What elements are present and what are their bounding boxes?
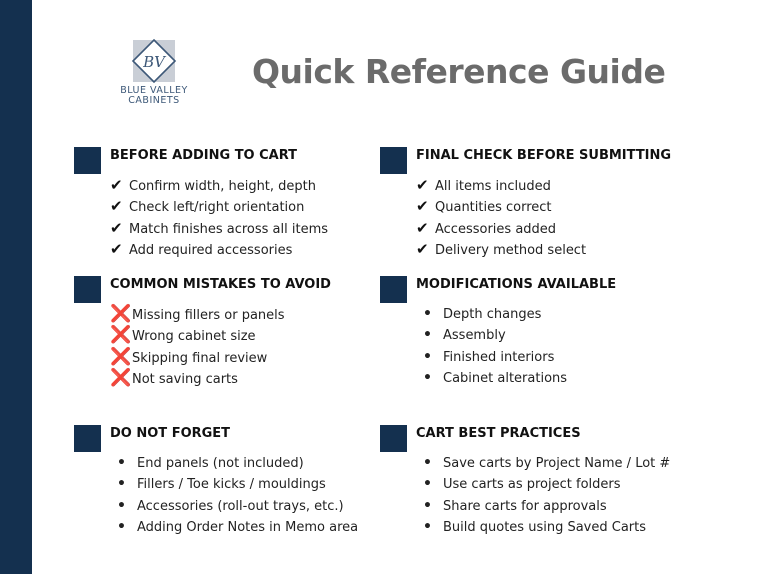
list-item <box>110 496 358 517</box>
bullet-icon: • <box>423 455 432 471</box>
bullet-icon: • <box>423 497 432 514</box>
cross-icon: ❌ <box>110 325 132 346</box>
bullet-icon: • <box>423 348 432 365</box>
list-item-text: Share carts for approvals <box>443 498 607 514</box>
brand-logo <box>106 38 202 110</box>
list-item <box>110 347 285 368</box>
list-item-text: Match finishes across all items <box>129 221 329 237</box>
list-item <box>416 347 567 368</box>
section-square-icon <box>74 425 101 452</box>
section-list <box>110 304 285 389</box>
section-heading: CART BEST PRACTICES <box>416 426 581 441</box>
bullet-icon: • <box>423 327 432 344</box>
bullet-icon: • <box>423 476 432 493</box>
brand-monogram-icon <box>131 38 177 84</box>
checkmark-icon: ✔ <box>416 239 429 258</box>
list-item-text: Build quotes using Saved Carts <box>443 519 647 535</box>
list-item-text: Fillers / Toe kicks / mouldings <box>137 477 326 493</box>
checkmark-icon: ✔ <box>110 197 123 216</box>
list-item <box>416 218 586 239</box>
section-square-icon <box>380 276 407 303</box>
list-item <box>416 474 670 495</box>
list-item-text: Accessories added <box>435 221 557 237</box>
left-accent-bar <box>0 0 32 574</box>
list-item-text: Skipping final review <box>132 350 268 366</box>
bullet-icon: • <box>117 476 126 493</box>
checkmark-icon: ✔ <box>416 176 429 194</box>
list-item-text: Missing fillers or panels <box>132 308 285 323</box>
section-square-icon <box>74 276 101 303</box>
section-square-icon <box>380 147 407 174</box>
brand-monogram-text: BV <box>143 53 165 71</box>
list-item <box>416 196 586 217</box>
list-item-text: Not saving carts <box>132 371 238 387</box>
checkmark-icon: ✔ <box>110 239 123 258</box>
list-item <box>416 517 670 538</box>
section-heading: COMMON MISTAKES TO AVOID <box>110 277 331 292</box>
section-heading: BEFORE ADDING TO CART <box>110 148 298 163</box>
list-item <box>110 304 285 325</box>
list-item <box>110 368 285 389</box>
section-list <box>110 453 358 538</box>
brand-name-line1: BLUE VALLEY <box>120 85 188 96</box>
list-item <box>110 325 285 346</box>
section-square-icon <box>74 147 101 174</box>
list-item-text: Delivery method select <box>435 242 587 258</box>
bullet-icon: • <box>117 497 126 514</box>
list-item-text: All items included <box>435 179 551 194</box>
list-item <box>110 453 358 474</box>
bullet-icon: • <box>117 518 126 535</box>
list-item-text: Add required accessories <box>129 242 293 258</box>
bullet-icon: • <box>117 455 126 471</box>
list-item-text: Save carts by Project Name / Lot # <box>443 456 671 471</box>
list-item-text: Depth changes <box>443 307 542 322</box>
list-item-text: Adding Order Notes in Memo area <box>137 519 359 535</box>
list-item <box>416 368 567 389</box>
list-item-text: Assembly <box>443 328 506 344</box>
bullet-icon: • <box>423 518 432 535</box>
list-item <box>416 453 670 474</box>
cross-icon: ❌ <box>110 367 132 388</box>
checkmark-icon: ✔ <box>110 218 123 237</box>
section-list <box>416 304 567 389</box>
bullet-icon: • <box>423 306 432 322</box>
section-square-icon <box>380 425 407 452</box>
list-item <box>110 474 358 495</box>
list-item <box>110 175 328 196</box>
list-item <box>416 496 670 517</box>
list-item <box>110 218 328 239</box>
section-heading: FINAL CHECK BEFORE SUBMITTING <box>416 148 672 163</box>
list-item <box>416 239 586 260</box>
section-list <box>416 175 586 260</box>
list-item-text: Finished interiors <box>443 349 555 365</box>
list-item <box>110 239 328 260</box>
brand-name-line2: CABINETS <box>128 95 180 106</box>
list-item <box>416 175 586 196</box>
page-title: Quick Reference Guide <box>252 52 666 91</box>
section-list <box>110 175 328 260</box>
checkmark-icon: ✔ <box>416 218 429 237</box>
cross-icon: ❌ <box>110 304 132 324</box>
list-item-text: Wrong cabinet size <box>132 329 256 345</box>
list-item-text: Use carts as project folders <box>443 477 621 493</box>
list-item <box>110 196 328 217</box>
list-item-text: End panels (not included) <box>137 456 304 471</box>
list-item-text: Accessories (roll-out trays, etc.) <box>137 498 344 514</box>
section-heading: DO NOT FORGET <box>110 426 231 441</box>
list-item-text: Confirm width, height, depth <box>129 179 317 194</box>
checkmark-icon: ✔ <box>110 176 123 194</box>
list-item-text: Check left/right orientation <box>129 200 305 216</box>
list-item <box>416 325 567 346</box>
list-item-text: Quantities correct <box>435 200 552 216</box>
list-item-text: Cabinet alterations <box>443 370 568 386</box>
bullet-icon: • <box>423 369 432 386</box>
section-heading: MODIFICATIONS AVAILABLE <box>416 277 617 292</box>
list-item <box>110 517 358 538</box>
section-list <box>416 453 670 538</box>
cross-icon: ❌ <box>110 346 132 367</box>
checkmark-icon: ✔ <box>416 197 429 216</box>
list-item <box>416 304 567 325</box>
